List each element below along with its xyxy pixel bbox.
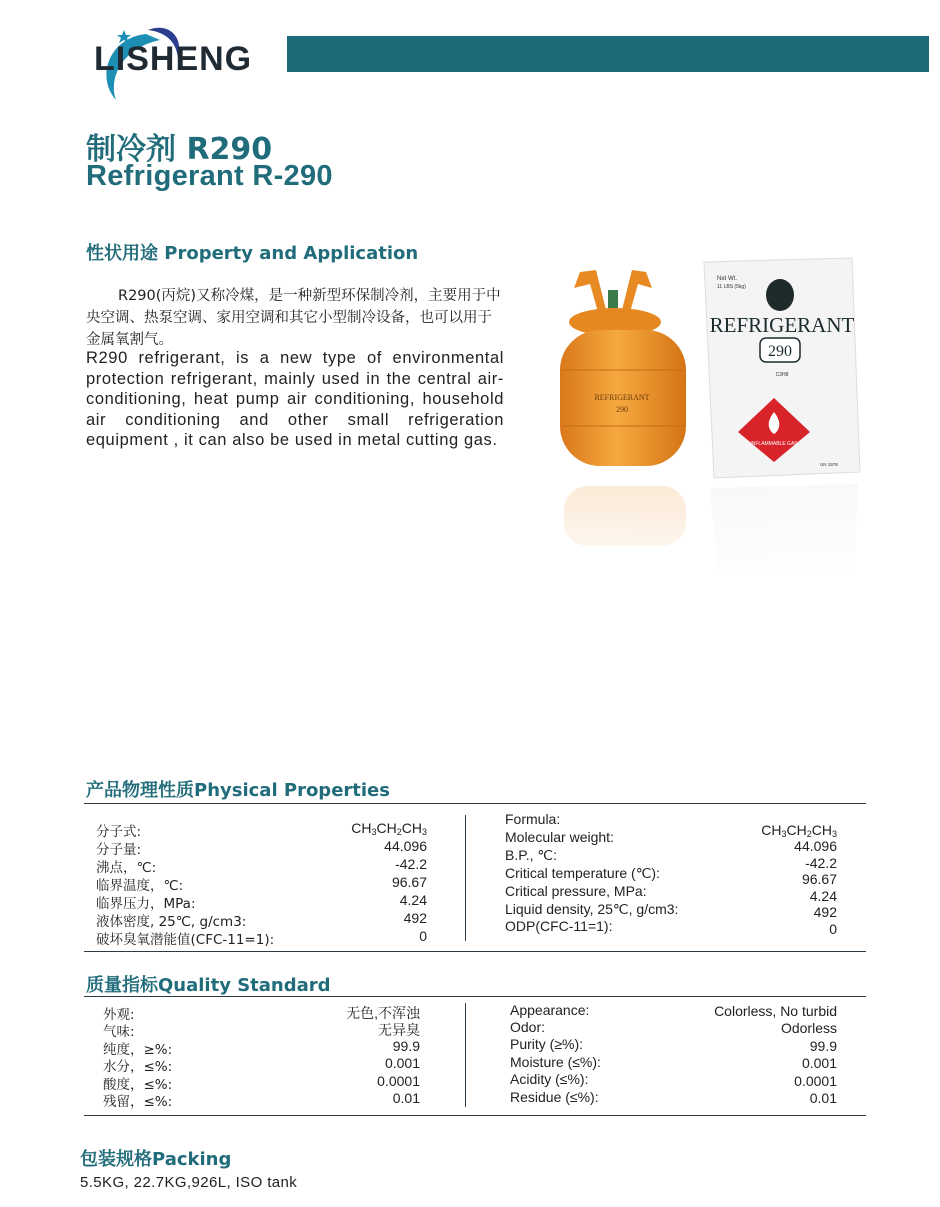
- qual-en-value-residue: 0.01: [809, 1090, 837, 1106]
- formula-sub: 3: [371, 827, 377, 837]
- box-un-number: UN 1978: [820, 462, 838, 467]
- qual-en-label-moisture: Moisture (≤%):: [510, 1054, 601, 1070]
- qual-cn-value-appearance: 无色,不浑浊: [346, 1005, 420, 1021]
- phys-en-label-mw: Molecular weight:: [505, 829, 614, 845]
- phys-cn-label-bp: 沸点，℃:: [96, 860, 157, 876]
- quality-top-rule: [84, 996, 866, 997]
- phys-cn-label-ld: 液体密度, 25℃, g/cm3:: [96, 914, 247, 930]
- box-formula: C3H8: [775, 372, 789, 378]
- phys-en-value-ld: 492: [813, 904, 837, 920]
- formula-sub: 3: [781, 829, 787, 839]
- qual-en-value-odor: Odorless: [780, 1020, 837, 1036]
- refrigerant-box: [704, 258, 860, 478]
- qual-en-label-appearance: Appearance:: [510, 1002, 590, 1018]
- quality-divider: [465, 1003, 466, 1107]
- qual-en-label-residue: Residue (≤%):: [510, 1089, 599, 1105]
- formula-sub: 3: [421, 827, 427, 837]
- formula-part: CH: [376, 820, 397, 836]
- formula-part: CH: [811, 822, 832, 838]
- phys-en-label-formula: Formula:: [505, 811, 561, 827]
- phys-en-value-ct: 96.67: [801, 871, 837, 887]
- formula-part: CH: [351, 820, 372, 836]
- property-description-en: R290 refrigerant, is a new type of environmental protection refrigerant, mainly used in the central air-conditioning, heat pump air conditioning, household air conditioning and other small refrigeration equipment , it can also be used in metal cutting gas.: [86, 349, 504, 449]
- qual-cn-label-appearance: 外观:: [103, 1007, 135, 1023]
- cylinder-label-1: REFRIGERANT: [594, 393, 650, 402]
- phys-cn-value-cp: 4.24: [399, 892, 427, 908]
- property-description-cn: [86, 285, 501, 351]
- formula-part: CH: [786, 822, 807, 838]
- qual-cn-value-residue: 0.01: [392, 1090, 420, 1106]
- physical-properties-heading: 产品物理性质Physical Properties: [86, 780, 390, 801]
- product-image: [552, 250, 870, 590]
- phys-en-label-ct: Critical temperature (℃):: [505, 865, 660, 881]
- qual-en-value-purity: 99.9: [809, 1038, 837, 1054]
- cylinder-label-2: 290: [616, 405, 628, 414]
- qual-en-label-acidity: Acidity (≤%):: [510, 1071, 589, 1087]
- phys-en-value-odp: 0: [829, 921, 837, 937]
- qual-en-value-acidity: 0.0001: [794, 1073, 837, 1089]
- phys-cn-value-ld: 492: [403, 910, 427, 926]
- qual-en-value-appearance: Colorless, No turbid: [714, 1003, 837, 1019]
- phys-en-value-cp: 4.24: [809, 888, 837, 904]
- property-heading: 性状用途 Property and Application: [86, 243, 419, 264]
- box-hazard-text: INFLAMMABLE GAS: [750, 441, 798, 447]
- qual-cn-label-acidity: 酸度，≤%:: [103, 1077, 173, 1093]
- qual-en-label-odor: Odor:: [510, 1019, 546, 1035]
- physical-top-rule: [84, 803, 866, 804]
- formula-sub: 3: [831, 829, 837, 839]
- quality-bottom-rule: [84, 1115, 866, 1116]
- header-bar: [287, 36, 929, 72]
- qual-cn-label-residue: 残留，≤%:: [103, 1094, 173, 1110]
- quality-standard-heading: 质量指标Quality Standard: [86, 975, 331, 996]
- qual-en-value-moisture: 0.001: [801, 1055, 837, 1071]
- phys-en-value-bp: -42.2: [805, 855, 837, 871]
- qual-en-label-purity: Purity (≥%):: [510, 1036, 584, 1052]
- phys-cn-value-formula: [351, 820, 427, 837]
- phys-en-label-cp: Critical pressure, MPa:: [505, 883, 647, 899]
- description-cn-text: R290(丙烷)又称冷煤，是一种新型环保制冷剂，主要用于中央空调、热泵空调、家用空调和其它小型制冷设备，也可以用于金属氧割气。: [86, 288, 501, 348]
- packing-heading: 包装规格Packing: [80, 1149, 232, 1170]
- phys-cn-label-cp: 临界压力，MPa:: [96, 896, 196, 912]
- qual-cn-value-purity: 99.9: [392, 1038, 420, 1054]
- physical-divider: [465, 815, 466, 941]
- physical-bottom-rule: [84, 951, 866, 952]
- page-title-en: Refrigerant R-290: [86, 160, 333, 192]
- phys-en-label-odp: ODP(CFC-11=1):: [505, 918, 613, 934]
- packing-text: 5.5KG, 22.7KG,926L, ISO tank: [80, 1174, 298, 1191]
- formula-sub: 2: [396, 827, 402, 837]
- qual-cn-value-acidity: 0.0001: [377, 1073, 420, 1089]
- page-title-cn: 制冷剂 R290: [86, 132, 273, 167]
- phys-en-value-formula: [761, 822, 837, 839]
- brand-logo: [88, 18, 258, 108]
- box-net-weight-value: 11 LBS (5kg): [717, 284, 746, 290]
- qual-cn-value-moisture: 0.001: [384, 1055, 420, 1071]
- box-label-2: 290: [768, 343, 792, 360]
- phys-en-label-ld: Liquid density, 25℃, g/cm3:: [505, 901, 679, 917]
- qual-cn-label-moisture: 水分，≤%:: [103, 1059, 173, 1075]
- phys-en-label-bp: B.P., ℃:: [505, 847, 558, 863]
- phys-en-value-mw: 44.096: [794, 838, 837, 854]
- phys-cn-value-mw: 44.096: [384, 838, 427, 854]
- formula-sub: 2: [806, 829, 812, 839]
- box-label-1: REFRIGERANT: [709, 313, 855, 337]
- phys-cn-label-mw: 分子量:: [96, 842, 142, 858]
- phys-cn-value-bp: -42.2: [395, 856, 427, 872]
- refrigerant-cylinder: [560, 270, 686, 466]
- phys-cn-value-odp: 0: [419, 928, 427, 944]
- qual-cn-value-odor: 无异臭: [378, 1022, 420, 1038]
- qual-cn-label-purity: 纯度，≥%:: [103, 1042, 173, 1058]
- phys-cn-label-formula: 分子式:: [96, 824, 142, 840]
- brand-name: LISHENG: [94, 40, 253, 78]
- phys-cn-label-ct: 临界温度，℃:: [96, 878, 184, 894]
- qual-cn-label-odor: 气味:: [103, 1024, 135, 1040]
- phys-cn-label-odp: 破坏臭氧潜能值(CFC-11=1):: [96, 932, 275, 948]
- formula-part: CH: [761, 822, 782, 838]
- box-net-weight: Net Wt.: [717, 276, 738, 282]
- formula-part: CH: [401, 820, 422, 836]
- phys-cn-value-ct: 96.67: [391, 874, 427, 890]
